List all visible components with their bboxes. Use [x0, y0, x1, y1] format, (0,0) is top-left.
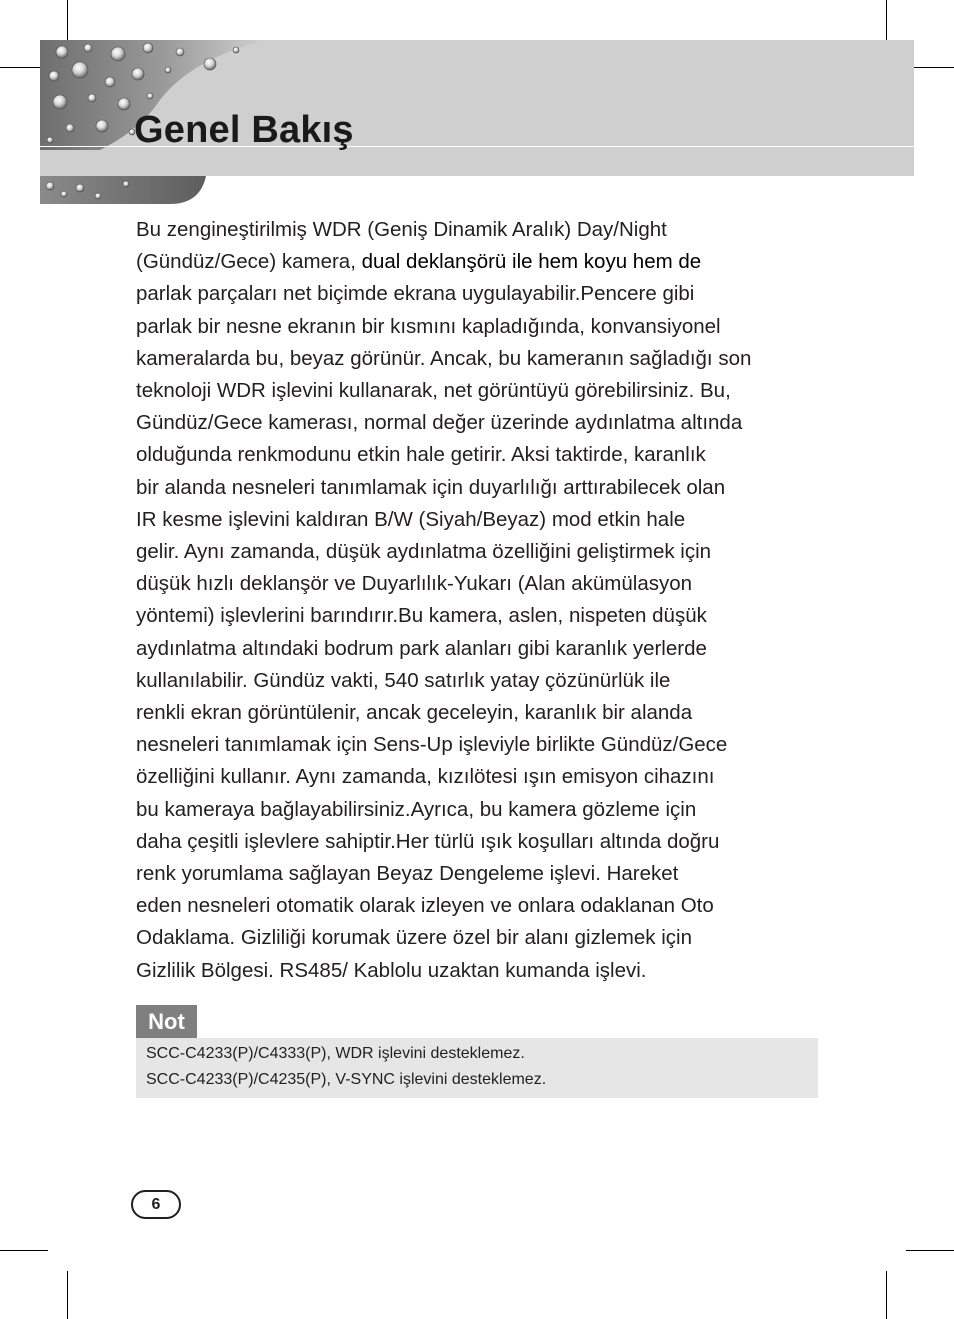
note-label: Not — [136, 1005, 197, 1038]
crop-mark — [886, 1271, 887, 1319]
note-line: SCC-C4233(P)/C4333(P), WDR işlevini desteklemez. — [146, 1045, 525, 1062]
crop-mark — [0, 1250, 48, 1251]
crop-mark — [67, 1271, 68, 1319]
page-title: Genel Bakış — [134, 109, 354, 151]
page-number: 6 — [131, 1190, 181, 1219]
body-text-rest: parlak parçaları net biçimde ekrana uygulayabilir.Pencere gibi parlak bir nesne ekranın bir kısmını kapladığında, konvansiyonel kameralarda bu, beyaz görünür. Ancak, bu kameranın sağladığı son teknoloji WDR işlevini kullanarak, net görüntüyü görebilirsiniz. Bu, Gündüz/Gece kamerası, normal değer üzerinde aydınlatma altında olduğunda renkmodunu etkin hale getirir. Aksi taktirde, karanlık bir alanda nesneleri tanımlamak için duyarlılığı arttırabilecek olan IR kesme işlevini kaldıran B/W (Siyah/Beyaz) mod etkin hale gelir. Aynı zamanda, düşük aydınlatma özelliğini geliştirmek için düşük hızlı deklanşör ve Duyarlılık-Yukarı (Alan akümülasyon yöntemi) işlevlerini barındırır.Bu kamera, aslen, nispeten düşük aydınlatma altındaki bodrum park alanları gibi karanlık yerlerde kullanılabilir. Gündüz vakti, 540 satırlık yatay çözünürlük ile renkli ekran görüntülenir, ancak geceleyin, karanlık bir alanda nesneleri tanımlamak için Sens-Up işleviyle birlikte Gündüz/Gece özelliğini kullanır. Aynı zamanda, kızılötesi ışın emisyon cihazını bu kameraya bağlayabilirsiniz.Ayrıca, bu kamera gözleme için daha çeşitli işlevlere sahiptir.Her türlü ışık koşulları altında doğru renk yorumlama sağlayan Beyaz Dengeleme işlevi. Hareket eden nesneleri otomatik olarak izleyen ve onlara odaklanan Oto Odaklama. Gizliliği korumak üzere özel bir alanı gizlemek için Gizlilik Bölgesi. RS485/ Kablolu uzaktan kumanda işlevi. — [136, 282, 752, 982]
body-text-start: Bu zenginеştirilmiş WDR (Geniş Dinamik Aralık) Day/Night (Gündüz/Gece) kamera, — [136, 218, 667, 274]
note-line: SCC-C4233(P)/C4235(P), V-SYNC işlevini desteklemez. — [146, 1071, 547, 1088]
crop-mark — [906, 1250, 954, 1251]
overview-paragraph — [136, 214, 826, 987]
water-droplets-tab-image — [40, 176, 206, 204]
note-box — [136, 1038, 818, 1098]
body-text-highlight: dual deklanşörü ile hem koyu hem de — [361, 250, 702, 274]
